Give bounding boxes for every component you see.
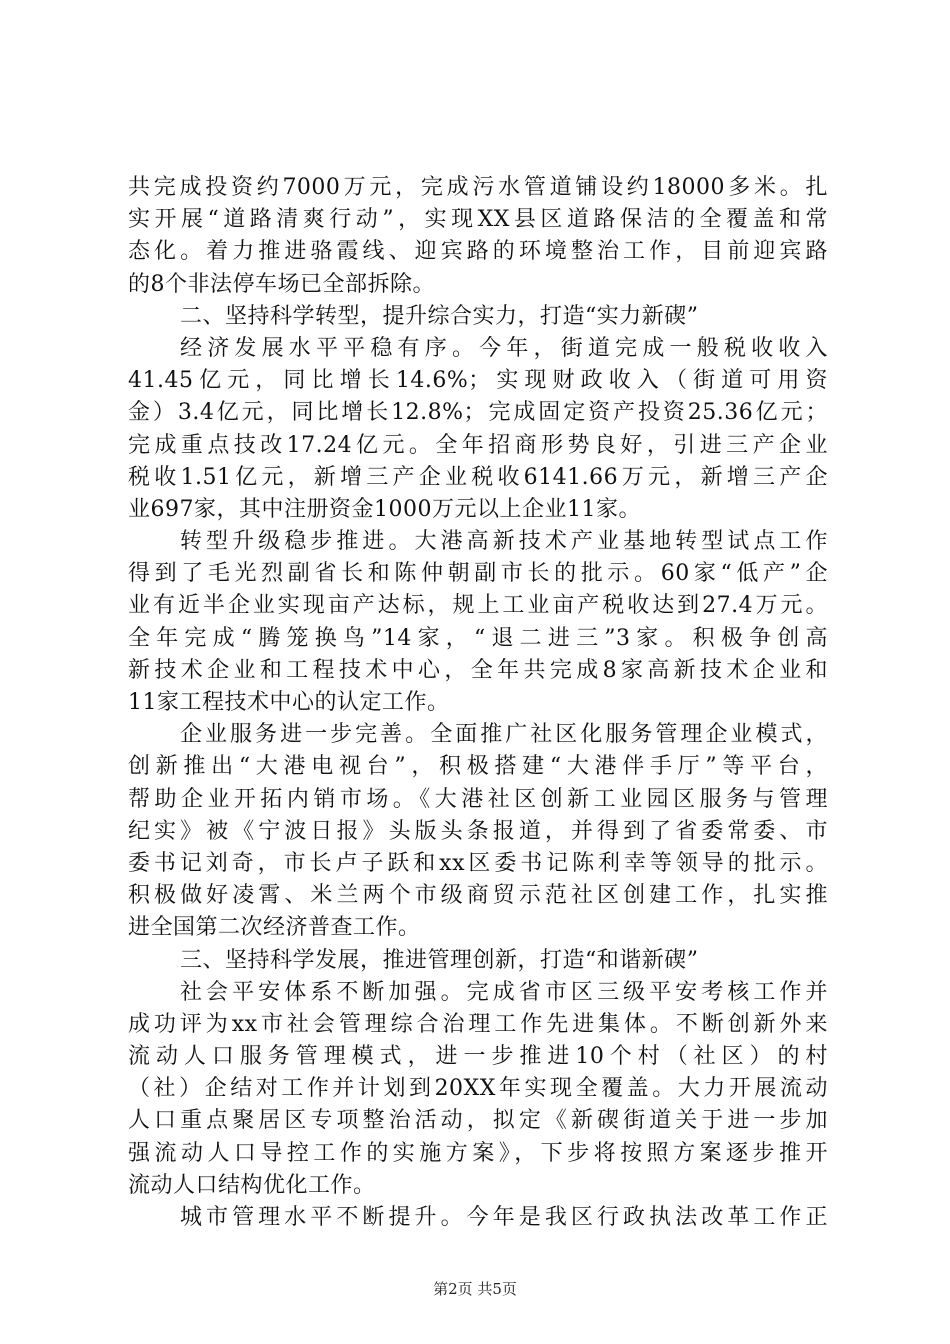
text-line: 全年完成“腾笼换鸟”14家，“退二进三”3家。积极争创高 (128, 625, 828, 651)
text-line: 41.45亿元，同比增长14.6%；实现财政收入（街道可用资 (128, 368, 828, 394)
text-line: 人口重点聚居区专项整治活动，拟定《新碶街道关于进一步加 (128, 1108, 828, 1134)
text-line: 税收1.51亿元，新增三产企业税收6141.66万元，新增三产企 (128, 464, 828, 490)
text-line: 业有近半企业实现亩产达标，规上工业亩产税收达到27.4万元。 (128, 593, 828, 619)
text-line: 完成重点技改17.24亿元。全年招商形势良好，引进三产企业 (128, 432, 828, 458)
text-line: （社）企结对工作并计划到20XX年实现全覆盖。大力开展流动 (128, 1076, 828, 1102)
text-line: 二、坚持科学转型，提升综合实力，打造“实力新碶” (180, 303, 699, 329)
text-line: 11家工程技术中心的认定工作。 (128, 690, 450, 715)
paragraph (128, 1202, 828, 1234)
text-line: 社会平安体系不断加强。完成省市区三级平安考核工作并 (180, 979, 828, 1005)
text-line: 得到了毛光烈副省长和陈仲朝副市长的批示。60家“低产”企 (128, 561, 828, 587)
paragraph (128, 526, 828, 719)
paragraph (128, 172, 828, 301)
text-line: 纪实》被《宁波日报》头版头条报道，并得到了省委常委、市 (128, 818, 828, 844)
text-line: 企业服务进一步完善。全面推广社区化服务管理企业模式， (180, 722, 828, 748)
text-line: 委书记刘奇，市长卢子跃和xx区委书记陈利幸等领导的批示。 (128, 850, 828, 876)
text-line: 积极做好凌霄、米兰两个市级商贸示范社区创建工作，扎实推 (128, 883, 828, 909)
text-line: 城市管理水平不断提升。今年是我区行政执法改革工作正 (180, 1205, 828, 1230)
text-line: 流动人口结构优化工作。 (128, 1172, 376, 1198)
text-line: 业697家，其中注册资金1000万元以上企业11家。 (128, 496, 641, 522)
text-line: 态化。着力推进骆霞线、迎宾路的环境整治工作，目前迎宾路 (128, 239, 828, 265)
text-line: 的8个非法停车场已全部拆除。 (128, 271, 435, 297)
text-line: 进全国第二次经济普查工作。 (128, 915, 421, 941)
text-line: 三、坚持科学发展，推进管理创新，打造“和谐新碶” (180, 947, 699, 973)
paragraph (128, 719, 828, 944)
text-line: 共完成投资约7000万元，完成污水管道铺设约18000多米。扎 (128, 175, 828, 200)
text-line: 新技术企业和工程技术中心，全年共完成8家高新技术企业和 (128, 657, 828, 683)
section-heading (128, 301, 828, 333)
text-line: 成功评为xx市社会管理综合治理工作先进集体。不断创新外来 (128, 1011, 828, 1037)
text-line: 转型升级稳步推进。大港高新技术产业基地转型试点工作 (180, 529, 828, 555)
text-line: 强流动人口导控工作的实施方案》，下步将按照方案逐步推开 (128, 1140, 828, 1166)
section-heading (128, 945, 828, 977)
paragraph (128, 333, 828, 526)
document-body (128, 172, 828, 1234)
text-line: 经济发展水平平稳有序。今年，街道完成一般税收收入 (180, 335, 828, 361)
text-line: 实开展“道路清爽行动”，实现XX县区道路保洁的全覆盖和常 (128, 207, 828, 233)
text-line: 金）3.4亿元，同比增长12.8%；完成固定资产投资25.36亿元； (128, 400, 828, 426)
text-line: 流动人口服务管理模式，进一步推进10个村（社区）的村 (128, 1044, 828, 1070)
page-number: 第2页 共5页 (433, 1280, 517, 1298)
text-line: 帮助企业开拓内销市场。《大港社区创新工业园区服务与管理 (128, 786, 828, 812)
paragraph (128, 977, 828, 1202)
text-line: 创新推出“大港电视台”，积极搭建“大港伴手厅”等平台， (128, 754, 828, 780)
